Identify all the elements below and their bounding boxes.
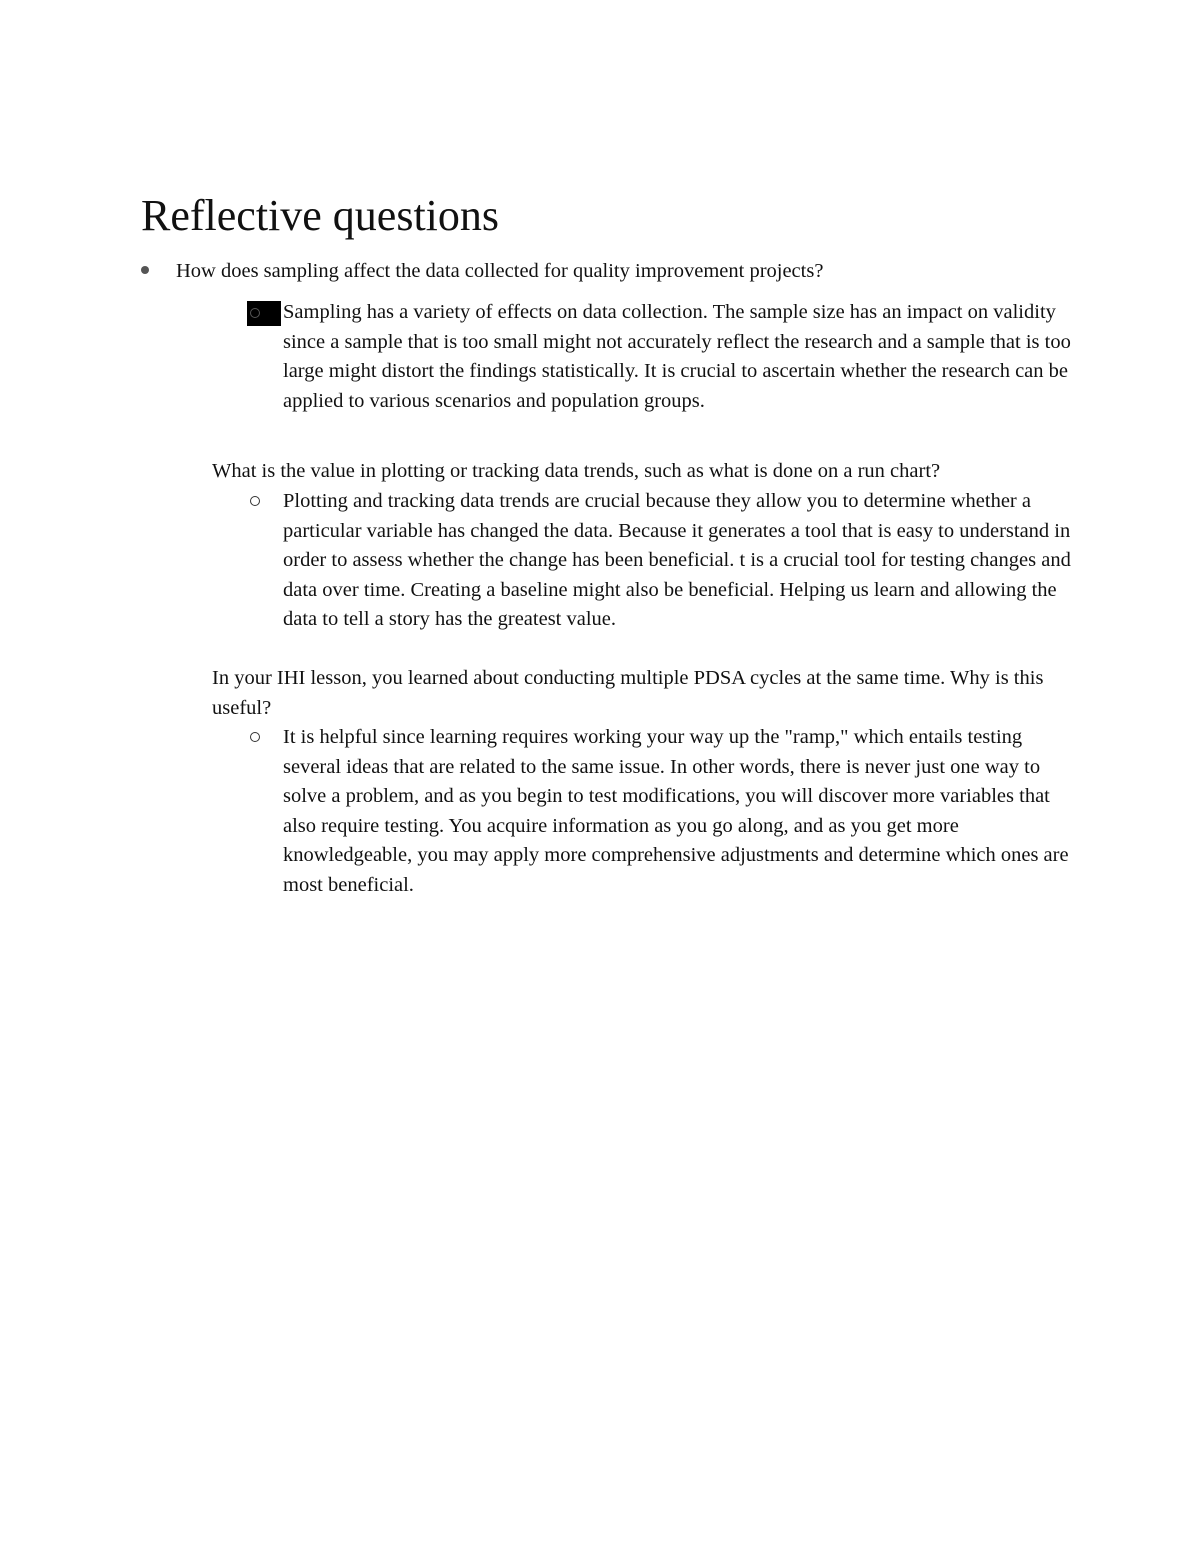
answer-2: Plotting and tracking data trends are crucial because they allow you to determine whether a particular variable has changed the data. Because it generates a tool that is easy to understand in order to assess whether the change has been beneficial. t is a crucial tool for testing changes and data over time. Creating a baseline might also be beneficial. Helping us learn and allowing the data to tell a story has the greatest value. — [283, 490, 1071, 631]
question-3: In your IHI lesson, you learned about conducting multiple PDSA cycles at the same time. Why is this useful? — [212, 667, 1044, 719]
question-2: What is the value in plotting or tracking data trends, such as what is done on a run chart? — [212, 460, 941, 482]
hollow-circle-bullet-icon — [250, 496, 260, 506]
bullet-dot-icon — [141, 266, 149, 274]
hollow-circle-bullet-icon — [250, 308, 260, 318]
answer-3: It is helpful since learning requires working your way up the "ramp," which entails testing several ideas that are related to the same issue. In other words, there is never just one way to solve a problem, and as you begin to test modifications, you will discover more variables that also require testing. You acquire information as you go along, and as you get more knowledgeable, you may apply more comprehensive adjustments and determine which ones are most beneficial. — [283, 726, 1069, 896]
document-title: Reflective questions — [141, 191, 500, 240]
question-1: How does sampling affect the data collected for quality improvement projects? — [176, 260, 824, 282]
selection-highlight — [247, 301, 281, 326]
answer-1: Sampling has a variety of effects on data collection. The sample size has an impact on validity since a sample that is too small might not accurately reflect the research and a sample that is too large might distort the findings statistically. It is crucial to ascertain whether the research can be applied to various scenarios and population groups. — [283, 301, 1071, 412]
hollow-circle-bullet-icon — [250, 732, 260, 742]
